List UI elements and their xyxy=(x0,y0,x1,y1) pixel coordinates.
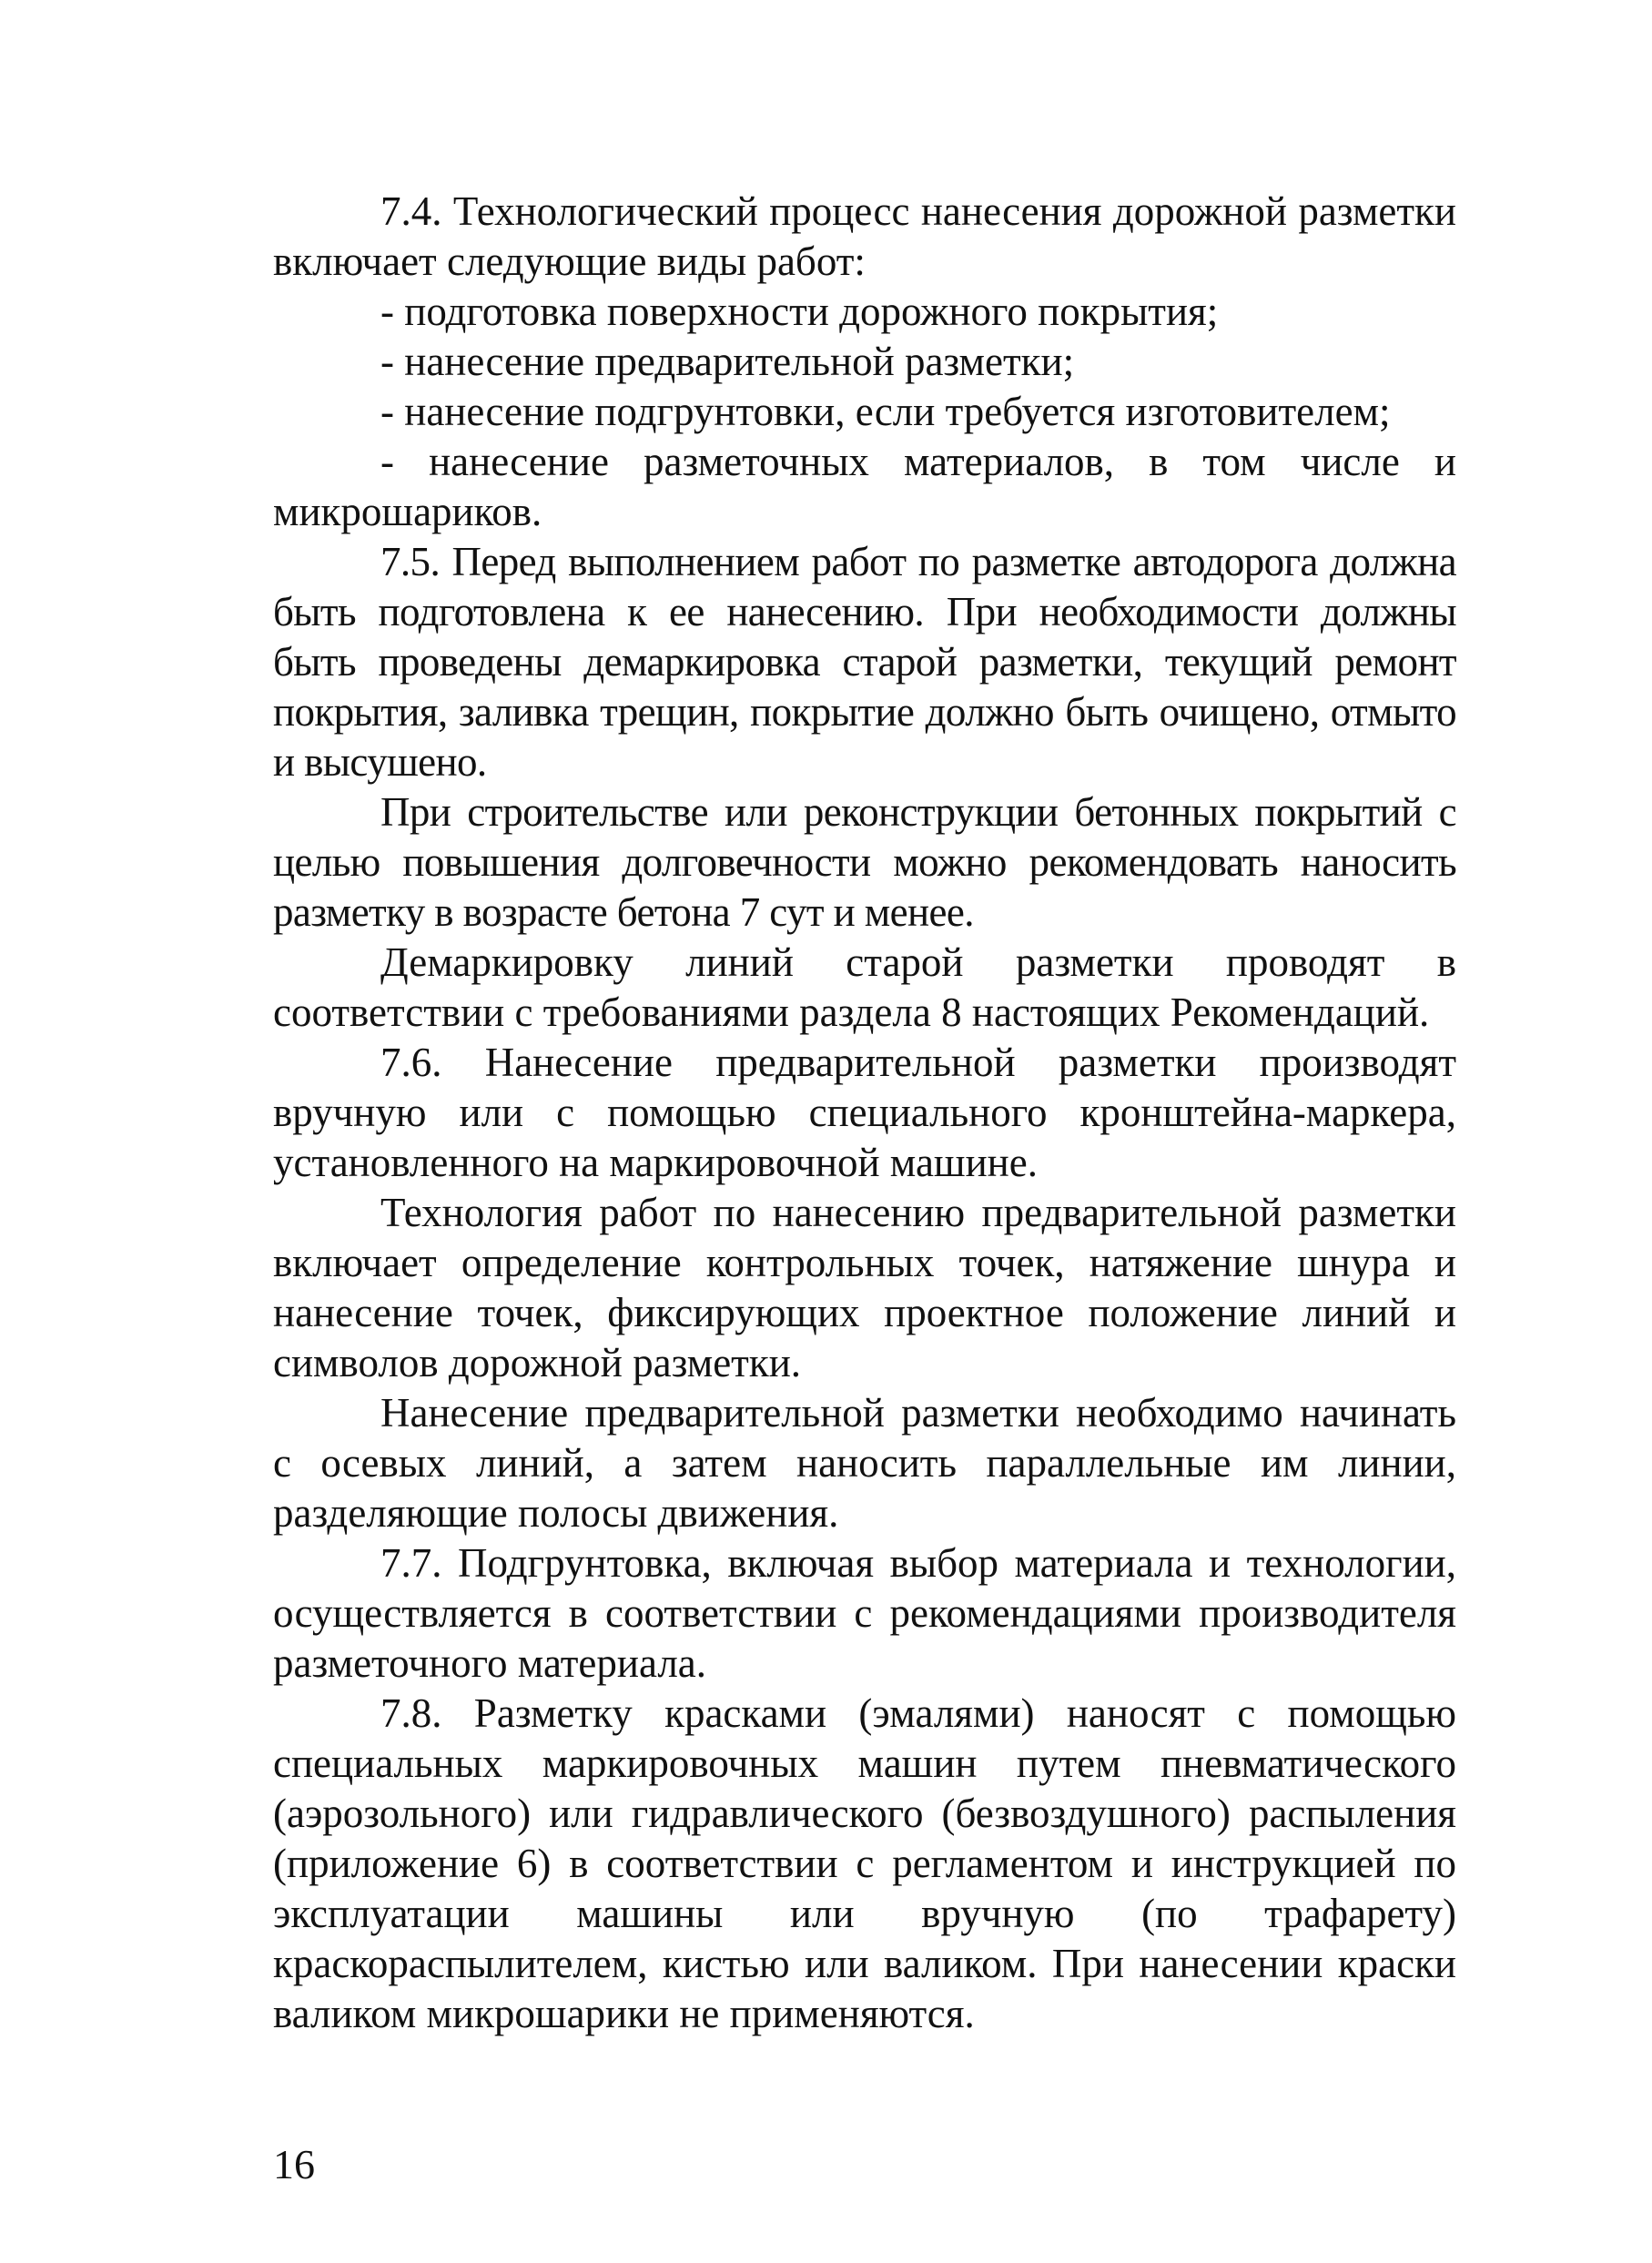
paragraph-7-8: 7.8. Разметку красками (эмалями) наносят с помощью специальных маркировочных машин путем пневматического (аэрозольного) или гидравлического (безвоздушного) распыления (приложение 6) в соответствии с регламентом и инструкцией по эксплуатации машины или вручную (по трафарету) краскораспылителем, кистью или валиком. При нанесении краски валиком микрошарики не применяются. xyxy=(273,1690,1456,2036)
list-item-primer: - нанесение подгрунтовки, если требуется изготовителем; xyxy=(380,389,1391,434)
paragraph-7-4: 7.4. Технологический процесс нанесения дорожной разметки включает следующие виды работ: xyxy=(273,188,1456,284)
paragraph-demarking: Демаркировку линий старой разметки проводят в соответствии с требованиями раздела 8 настоящих Рекомендаций. xyxy=(273,939,1456,1035)
page-number: 16 xyxy=(273,2141,315,2187)
paragraph-technology: Технология работ по нанесению предварительной разметки включает определение контрольных точек, натяжение шнура и нанесение точек, фиксирующих проектное положение линий и символов дорожной разметки. xyxy=(273,1190,1456,1385)
list-item-surface-preparation: - подготовка поверхности дорожного покрытия; xyxy=(380,289,1219,334)
list-item-preliminary-marking: - нанесение предварительной разметки; xyxy=(380,339,1075,384)
list-item-marking-materials: - нанесение разметочных материалов, в том числе и микрошариков. xyxy=(273,439,1456,534)
paragraph-7-6: 7.6. Нанесение предварительной разметки производят вручную или с помощью специального кронштейна-маркера, установленного на маркировочной машине. xyxy=(273,1040,1456,1185)
paragraph-7-7: 7.7. Подгрунтовка, включая выбор материала и технологии, осуществляется в соответствии с рекомендациями производителя разметочного материала. xyxy=(273,1540,1456,1686)
paragraph-start-axial: Нанесение предварительной разметки необходимо начинать с осевых линий, а затем наносить параллельные им линии, разделяющие полосы движения. xyxy=(273,1390,1456,1536)
body-text xyxy=(273,187,1456,2039)
paragraph-concrete: При строительстве или реконструкции бетонных покрытий с целью повышения долговечности можно рекомендовать наносить разметку в возрасте бетона 7 сут и менее. xyxy=(273,789,1456,935)
paragraph-7-5: 7.5. Перед выполнением работ по разметке автодорога должна быть подготовлена к ее нанесению. При необходимости должны быть проведены демаркировка старой разметки, текущий ремонт покрытия, заливка трещин, покрытие должно быть очищено, отмыто и высушено. xyxy=(273,539,1456,785)
